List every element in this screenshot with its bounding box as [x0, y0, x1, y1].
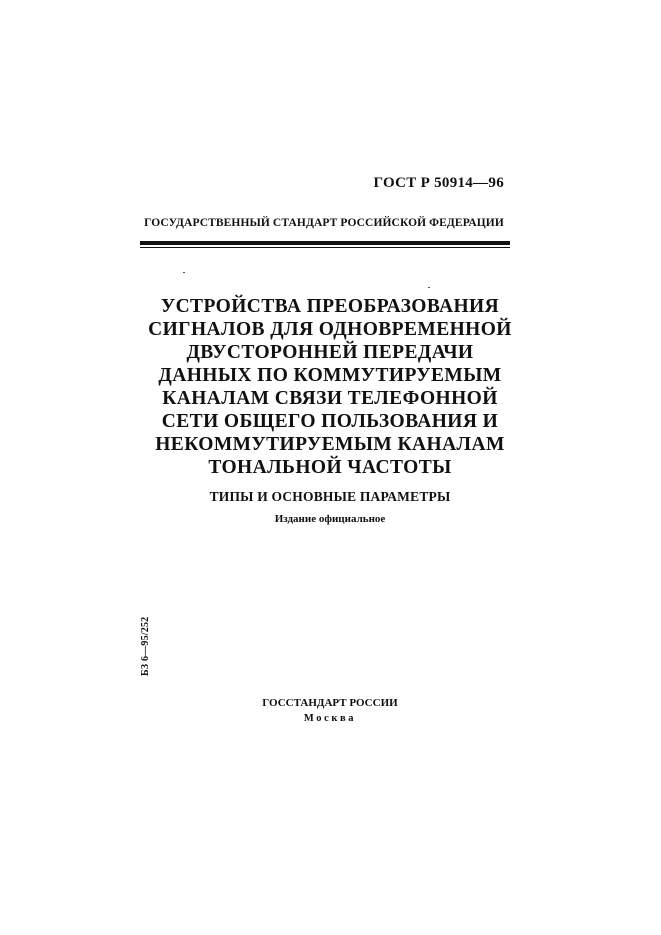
- publisher: ГОССТАНДАРТ РОССИИ: [262, 697, 398, 709]
- edition-note: Издание официальное: [274, 513, 386, 525]
- title-line: КАНАЛАМ СВЯЗИ ТЕЛЕФОННОЙ: [162, 388, 498, 409]
- publication-city: Москва: [303, 713, 357, 724]
- title-line: СЕТИ ОБЩЕГО ПОЛЬЗОВАНИЯ И: [161, 411, 499, 432]
- title-line: УСТРОЙСТВА ПРЕОБРАЗОВАНИЯ: [160, 296, 500, 317]
- header-rule-thin: [140, 247, 510, 248]
- title-line: ДВУСТОРОННЕЙ ПЕРЕДАЧИ: [186, 342, 474, 363]
- header-rule-thick: [140, 241, 510, 245]
- scan-speck: [428, 287, 430, 288]
- standard-header: ГОСУДАРСТВЕННЫЙ СТАНДАРТ РОССИЙСКОЙ ФЕДЕРАЦИИ: [144, 217, 504, 229]
- title-line: СИГНАЛОВ ДЛЯ ОДНОВРЕМЕННОЙ: [148, 319, 512, 340]
- document-title: [130, 295, 530, 505]
- title-line: НЕКОММУТИРУЕМЫМ КАНАЛАМ: [155, 434, 505, 455]
- side-code: БЗ 6—95/252: [140, 616, 151, 676]
- document-subtitle: ТИПЫ И ОСНОВНЫЕ ПАРАМЕТРЫ: [209, 489, 451, 504]
- title-line: ДАННЫХ ПО КОММУТИРУЕМЫМ: [158, 365, 502, 386]
- gost-number: ГОСТ Р 50914—96: [373, 175, 504, 191]
- scan-speck: [183, 272, 185, 273]
- title-line: ТОНАЛЬНОЙ ЧАСТОТЫ: [208, 457, 452, 478]
